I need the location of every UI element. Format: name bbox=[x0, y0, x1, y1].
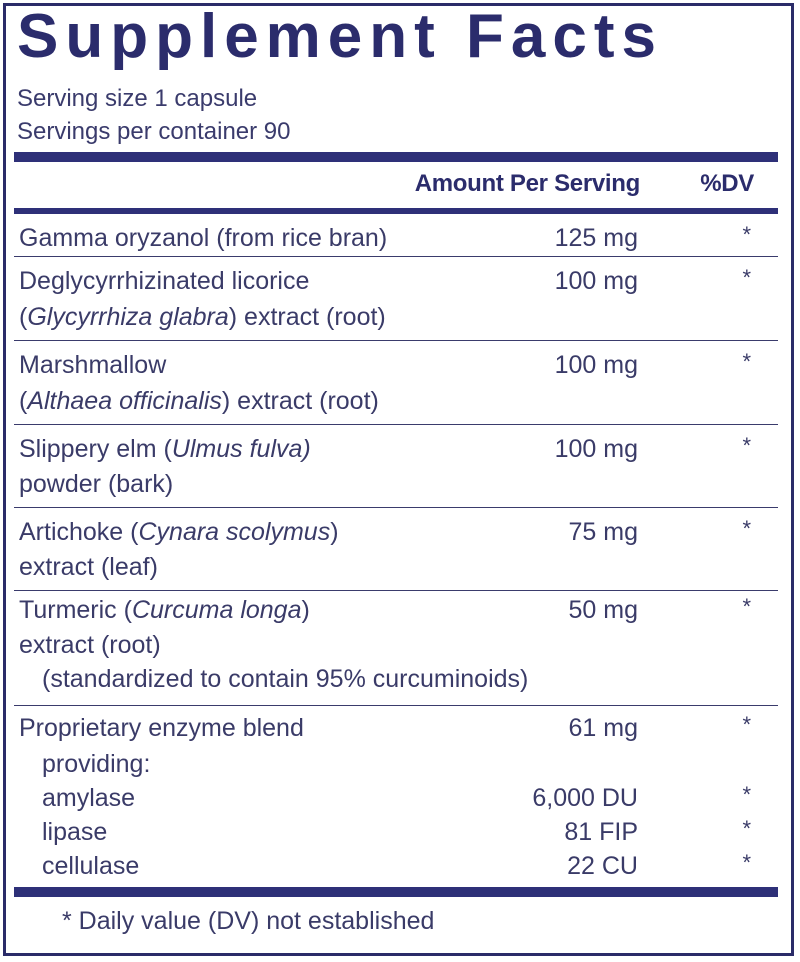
ingredient-dv: * bbox=[742, 433, 751, 458]
ingredient-dv: * bbox=[742, 349, 751, 374]
ingredient-dv: * bbox=[742, 712, 751, 737]
ingredient-dv: * bbox=[742, 265, 751, 290]
ingredient-row bbox=[14, 425, 778, 507]
ingredient-name-line-2: powder (bark) bbox=[19, 470, 174, 498]
subingredient-amount: 22 CU bbox=[567, 852, 638, 880]
ingredient-amount: 100 mg bbox=[554, 267, 638, 295]
ingredient-row bbox=[14, 214, 778, 256]
ingredient-dv: * bbox=[742, 222, 751, 247]
ingredient-dv: * bbox=[742, 594, 751, 619]
ingredient-row bbox=[14, 508, 778, 590]
ingredient-row bbox=[14, 341, 778, 424]
footnote: * Daily value (DV) not established bbox=[62, 907, 435, 935]
thick-rule-top bbox=[14, 152, 778, 162]
ingredient-name-line-2: extract (root) bbox=[19, 631, 161, 659]
amount-per-serving-header: Amount Per Serving bbox=[414, 170, 640, 197]
panel-title: Supplement Facts bbox=[17, 2, 663, 71]
subingredient-name: cellulase bbox=[42, 852, 140, 880]
ingredient-row bbox=[14, 591, 778, 705]
ingredient-amount: 100 mg bbox=[554, 435, 638, 463]
ingredient-amount: 75 mg bbox=[568, 518, 638, 546]
subingredient-dv: * bbox=[742, 816, 751, 841]
subingredient-name: amylase bbox=[42, 784, 136, 812]
subingredient-name: lipase bbox=[42, 818, 108, 846]
ingredient-name-line-2: extract (leaf) bbox=[19, 553, 158, 581]
ingredient-amount: 50 mg bbox=[568, 596, 638, 624]
ingredient-name-line-2: (Glycyrrhiza glabra) extract (root) bbox=[19, 303, 386, 331]
subingredient-dv: * bbox=[742, 782, 751, 807]
ingredient-amount: 61 mg bbox=[568, 714, 638, 742]
dv-header: %DV bbox=[700, 170, 754, 197]
ingredient-dv: * bbox=[742, 516, 751, 541]
ingredient-name: Gamma oryzanol (from rice bran) bbox=[19, 224, 388, 252]
serving-size: Serving size 1 capsule bbox=[17, 85, 258, 112]
ingredient-name: Slippery elm (Ulmus fulva) bbox=[19, 435, 311, 463]
ingredient-row bbox=[14, 706, 778, 884]
ingredient-note: (standardized to contain 95% curcuminoids) bbox=[42, 665, 529, 693]
ingredient-amount: 100 mg bbox=[554, 351, 638, 379]
ingredient-name: Marshmallow bbox=[19, 351, 167, 379]
subingredient-amount: 81 FIP bbox=[564, 818, 638, 846]
servings-per-container: Servings per container 90 bbox=[17, 118, 291, 145]
ingredient-name-line-2: providing: bbox=[42, 750, 151, 778]
ingredient-name: Proprietary enzyme blend bbox=[19, 714, 304, 742]
ingredient-name: Deglycyrrhizinated licorice bbox=[19, 267, 310, 295]
ingredient-name-line-2: (Althaea officinalis) extract (root) bbox=[19, 387, 379, 415]
ingredient-name: Turmeric (Curcuma longa) bbox=[19, 596, 310, 624]
subingredient-amount: 6,000 DU bbox=[532, 784, 638, 812]
thick-rule-bottom bbox=[14, 887, 778, 897]
ingredient-amount: 125 mg bbox=[554, 224, 638, 252]
ingredient-row bbox=[14, 257, 778, 340]
subingredient-dv: * bbox=[742, 850, 751, 875]
ingredient-name: Artichoke (Cynara scolymus) bbox=[19, 518, 339, 546]
